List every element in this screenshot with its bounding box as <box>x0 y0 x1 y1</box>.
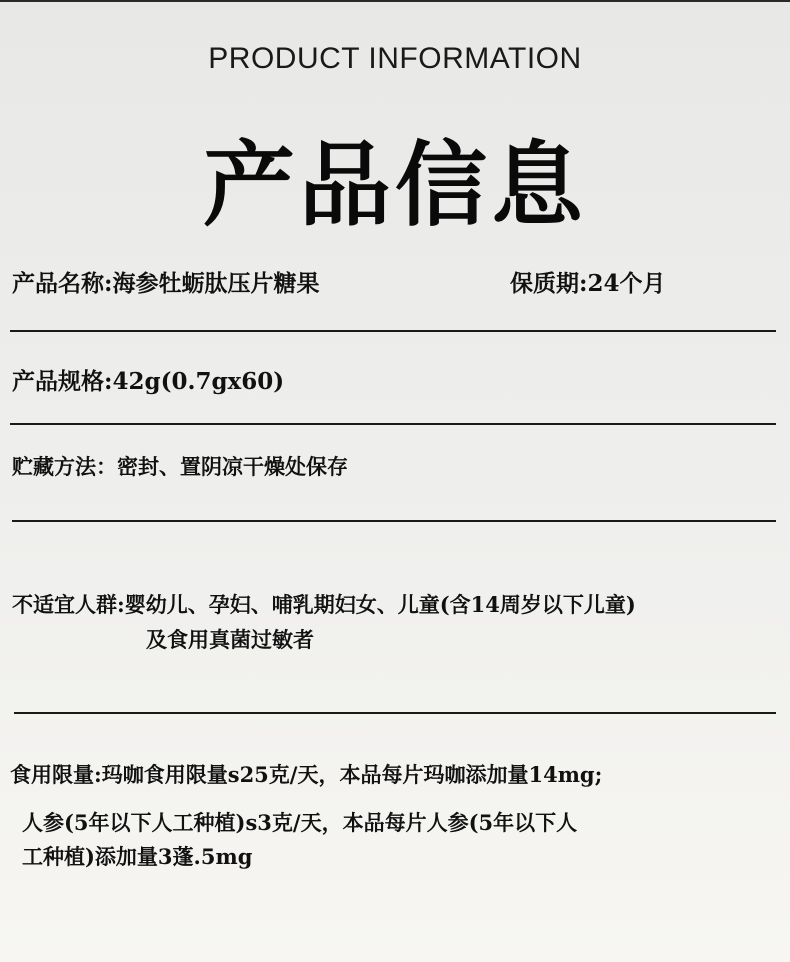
section-title-chinese: 产品信息 <box>202 132 587 239</box>
divider <box>12 520 776 522</box>
unsuitable-population-line2: 及食用真菌过敏者 <box>146 627 314 652</box>
consumption-limit-line1: 食用限量:玛咖食用限量s25克/天，本品每片玛咖添加量14mg; <box>10 762 603 787</box>
storage-method: 贮藏方法：密封、置阴凉干燥处保存 <box>12 454 348 479</box>
divider <box>14 712 776 714</box>
top-border <box>0 0 790 2</box>
consumption-limit-line2: 人参(5年以下人工种植)s3克/天，本品每片人参(5年以下人 <box>22 810 578 835</box>
unsuitable-population-line1: 不适宜人群:婴幼儿、孕妇、哺乳期妇女、儿童(含14周岁以下儿童) <box>12 592 636 617</box>
product-name: 产品名称:海参牡蛎肽压片糖果 <box>12 270 320 297</box>
product-spec: 产品规格:42g(0.7gx60) <box>12 368 285 395</box>
shelf-life: 保质期:24个月 <box>510 270 666 297</box>
consumption-limit-line3: 工种植)添加量3蓬.5mg <box>22 844 253 869</box>
divider <box>10 330 776 332</box>
section-title-english: PRODUCT INFORMATION <box>208 42 582 75</box>
divider <box>10 423 776 425</box>
